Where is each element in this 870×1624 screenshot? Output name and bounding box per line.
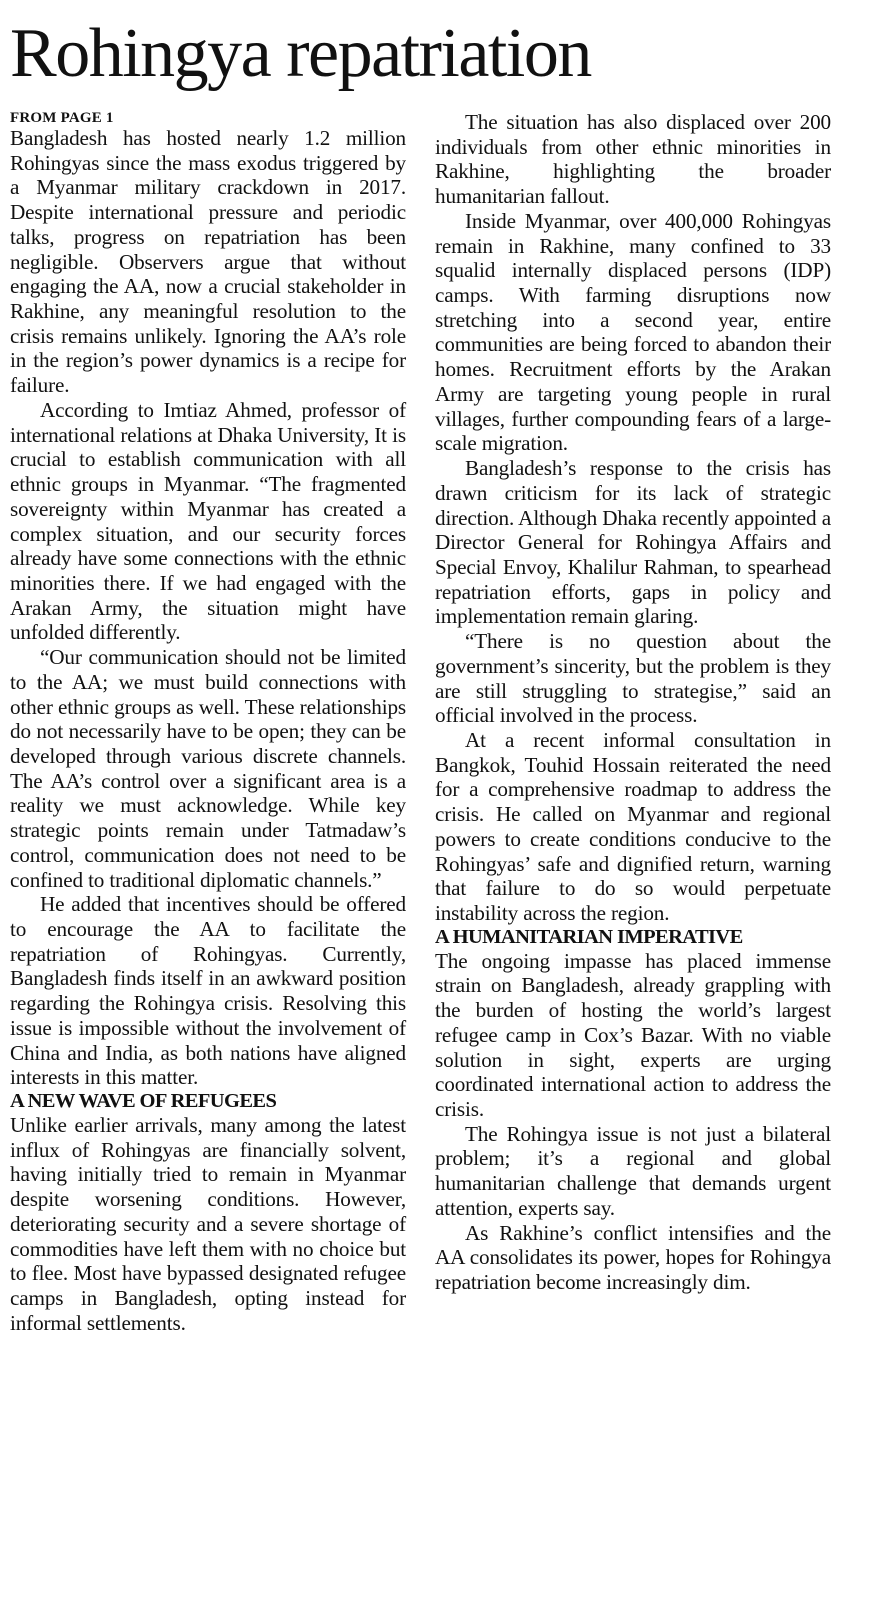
paragraph: Unlike earlier arrivals, many among the latest influx of Rohingyas are financially solvent, having initially tried to remain in Myanmar despite worsening conditions. However, deteriorating security and a severe shortage of commodities have left them with no choice but to flee. Most have bypassed designated refugee camps in Bangladesh, opting instead for informal settlements.	[10, 1113, 406, 1335]
paragraph: The Rohingya issue is not just a bilateral problem; it’s a regional and global humanitarian challenge that demands urgent attention, experts say.	[435, 1121, 831, 1220]
paragraph: Bangladesh’s response to the crisis has drawn criticism for its lack of strategic direction. Although Dhaka recently appointed a Director General for Rohingya Affairs and Special Envoy, Khalilur Rahman, to spearhead repatriation efforts, gaps in policy and implementation remain glaring.	[435, 456, 831, 629]
paragraph: As Rakhine’s conflict intensifies and the AA consolidates its power, hopes for Rohingya repatriation become increasingly dim.	[435, 1220, 831, 1295]
subhead-new-wave: A NEW WAVE OF REFUGEES	[10, 1090, 277, 1113]
paragraph: Bangladesh has hosted nearly 1.2 million Rohingyas since the mass exodus triggered by a Myanmar military crackdown in 2017. Despite international pressure and periodic talks, progress on repatriation has been negligible. Observers argue that without engaging the AA, now a crucial stakeholder in Rakhine, any meaningful resolution to the crisis remains unlikely. Ignoring the AA’s role in the region’s power dynamics is a recipe for failure.	[10, 126, 406, 398]
paragraph: At a recent informal consultation in Bangkok, Touhid Hossain reiterated the need for a comprehensive roadmap to address the crisis. He called on Myanmar and regional powers to create conditions conducive to the Rohingyas’ safe and dignified return, warning that failure to do so would perpetuate instability across the region.	[435, 727, 831, 925]
subhead-humanitarian: A HUMANITARIAN IMPERATIVE	[435, 925, 743, 948]
paragraph: Inside Myanmar, over 400,000 Rohingyas remain in Rakhine, many confined to 33 squalid internally displaced persons (IDP) camps. With farming disruptions now stretching into a second year, entire communities are being forced to abandon their homes. Recruitment efforts by the Arakan Army are targeting young people in rural villages, further compounding fears of a large-scale migration.	[435, 208, 831, 456]
headline: Rohingya repatriation	[10, 15, 591, 92]
paragraph: The situation has also displaced over 200 individuals from other ethnic minorities in Rakhine, highlighting the broader humanitarian fallout.	[435, 110, 831, 209]
paragraph: He added that incentives should be offered to encourage the AA to facilitate the repatriation of Rohingyas. Currently, Bangladesh finds itself in an awkward position regarding the Rohingya crisis. Resolving this issue is impossible without the involvement of China and India, as both nations have aligned interests in this matter.	[10, 892, 406, 1090]
column-left	[10, 110, 406, 1336]
paragraph: According to Imtiaz Ahmed, professor of international relations at Dhaka University, It is crucial to establish communication with all ethnic groups in Myanmar. “The fragmented sovereignty within Myanmar has created a complex situation, and our security forces already have some connections with the ethnic minorities there. If we had engaged with the Arakan Army, the situation might have unfolded differently.	[10, 397, 406, 645]
paragraph: The ongoing impasse has placed immense strain on Bangladesh, already grappling with the burden of hosting the world’s largest refugee camp in Cox’s Bazar. With no viable solution in sight, experts are urging coordinated international action to address the crisis.	[435, 948, 831, 1122]
newspaper-page	[10, 0, 860, 1624]
column-right	[435, 110, 831, 1295]
paragraph: “Our communication should not be limited to the AA; we must build connections with other ethnic groups as well. These relationships do not necessarily have to be open; they can be developed through various discrete channels. The AA’s control over a significant area is a reality we must acknowledge. While key strategic points remain under Tatmadaw’s control, communication does not need to be confined to traditional diplomatic channels.”	[10, 645, 406, 892]
kicker-from-page: FROM PAGE 1	[10, 110, 114, 126]
paragraph: “There is no question about the government’s sincerity, but the problem is they are still struggling to strategise,” said an official involved in the process.	[435, 629, 831, 728]
